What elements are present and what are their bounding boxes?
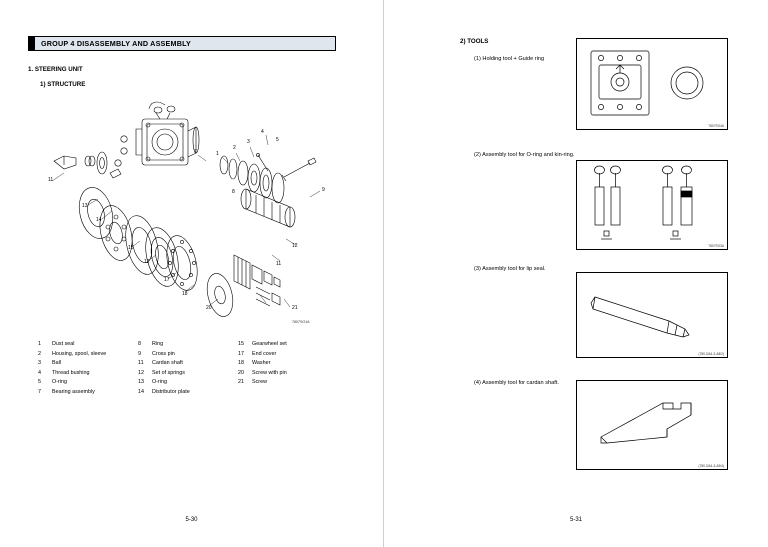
part-label: Cross pin [152, 350, 175, 357]
part-number: 1 [38, 341, 41, 347]
part-number: 18 [238, 360, 244, 367]
tool-1-text: Holding tool + Guide ring [482, 56, 545, 62]
tool-1-index: (1) [474, 56, 481, 62]
part-number: 13 [138, 379, 144, 386]
part-label: Housing, spool, sleeve [52, 350, 107, 357]
list-item [138, 350, 238, 360]
figure-code: 7807SO1A [292, 320, 310, 324]
svg-text:18: 18 [182, 291, 188, 297]
tool-3-label [474, 266, 546, 272]
part-number: 7 [38, 388, 41, 395]
tool-4-code: (780-3/A1-3-A9/4) [698, 464, 724, 468]
svg-text:12: 12 [144, 259, 150, 265]
svg-text:12: 12 [292, 243, 298, 249]
part-number: 17 [238, 350, 244, 357]
list-item [138, 340, 238, 350]
tool-4-index: (4) [474, 380, 481, 386]
part-number: 8 [138, 341, 141, 347]
tool-1-label [474, 56, 544, 62]
part-label: Gearwheel set [252, 341, 287, 347]
steering-unit-exploded-figure [28, 95, 338, 330]
svg-text:5: 5 [276, 137, 279, 143]
part-label: Bearing assembly [52, 388, 95, 395]
list-item [38, 359, 138, 369]
part-label: Washer [252, 360, 271, 367]
part-label: Thread bushing [52, 369, 90, 376]
list-item [238, 378, 338, 388]
part-label: Set of springs [152, 369, 185, 376]
svg-text:17: 17 [164, 277, 170, 283]
right-page [384, 0, 768, 547]
svg-text:8: 8 [232, 189, 235, 195]
list-item [138, 369, 238, 379]
svg-text:9: 9 [322, 187, 325, 193]
part-label: O-ring [52, 379, 67, 386]
svg-text:20: 20 [206, 305, 212, 311]
list-item [238, 350, 338, 360]
part-label: End cover [252, 350, 277, 357]
list-item [38, 350, 138, 360]
part-label: Dust seal [52, 341, 75, 347]
part-label: Ring [152, 341, 164, 347]
list-item [38, 369, 138, 379]
tool-2-figure [576, 160, 728, 250]
tools-section-title: 2) TOOLS [460, 38, 489, 45]
part-number: 11 [138, 360, 144, 367]
part-label: Screw [252, 379, 267, 386]
tool-2-code: 7807SO3A [708, 244, 724, 248]
tool-1-code: 7807SO4A [708, 124, 724, 128]
tool-3-index: (3) [474, 266, 481, 272]
list-item [138, 388, 238, 398]
page-number-right: 5-31 [569, 517, 582, 523]
part-number: 5 [38, 379, 41, 386]
part-label: O-ring [152, 379, 167, 386]
tool-3-text: Assembly tool for lip seal. [482, 266, 546, 272]
list-item [38, 340, 138, 350]
svg-text:2: 2 [233, 145, 236, 151]
tool-4-label [474, 380, 559, 386]
svg-text:4: 4 [261, 129, 264, 135]
part-number: 14 [138, 388, 144, 395]
page-title: 1. STEERING UNIT [28, 66, 83, 73]
group-banner-text: GROUP 4 DISASSEMBLY AND ASSEMBLY [41, 39, 192, 48]
tool-1-figure [576, 38, 728, 130]
svg-text:11: 11 [276, 261, 282, 267]
part-number: 12 [138, 369, 144, 376]
tool-3-figure [576, 272, 728, 358]
tool-4-text: Assembly tool for cardan shaft. [482, 380, 559, 386]
parts-legend [38, 340, 338, 398]
legend-column-3 [238, 340, 338, 398]
svg-text:7: 7 [194, 149, 197, 155]
tool-3-code: (780-3/A1-3-A8/2) [698, 352, 724, 356]
svg-text:14: 14 [96, 217, 102, 223]
list-item [238, 369, 338, 379]
page-number-left: 5-30 [185, 517, 198, 523]
part-number: 9 [138, 350, 141, 357]
svg-text:15: 15 [128, 245, 134, 251]
tool-2-index: (2) [474, 152, 481, 158]
svg-text:11: 11 [48, 177, 54, 183]
part-number: 15 [238, 341, 244, 347]
part-label: Ball [52, 360, 61, 367]
part-number: 20 [238, 369, 244, 376]
list-item [238, 340, 338, 350]
tool-2-label [474, 152, 574, 158]
tool-2-text: Assembly tool for O-ring and kin-ring. [482, 152, 575, 158]
part-label: Cardan shaft [152, 360, 183, 367]
part-label: Distributor plate [152, 388, 190, 395]
svg-text:13: 13 [82, 203, 88, 209]
part-number: 21 [238, 379, 244, 386]
list-item [38, 388, 138, 398]
list-item [138, 359, 238, 369]
svg-text:21: 21 [292, 305, 298, 311]
svg-text:3: 3 [247, 139, 250, 145]
part-number: 2 [38, 350, 41, 357]
legend-column-1 [38, 340, 138, 398]
legend-column-2 [138, 340, 238, 398]
part-label: Screw with pin [252, 369, 287, 376]
subsection-title: 1) STRUCTURE [40, 81, 86, 88]
tool-4-figure [576, 380, 728, 470]
svg-text:1: 1 [216, 151, 219, 157]
list-item [138, 378, 238, 388]
list-item [238, 359, 338, 369]
list-item [38, 378, 138, 388]
group-banner [28, 36, 336, 51]
part-number: 3 [38, 360, 41, 367]
part-number: 4 [38, 369, 41, 376]
